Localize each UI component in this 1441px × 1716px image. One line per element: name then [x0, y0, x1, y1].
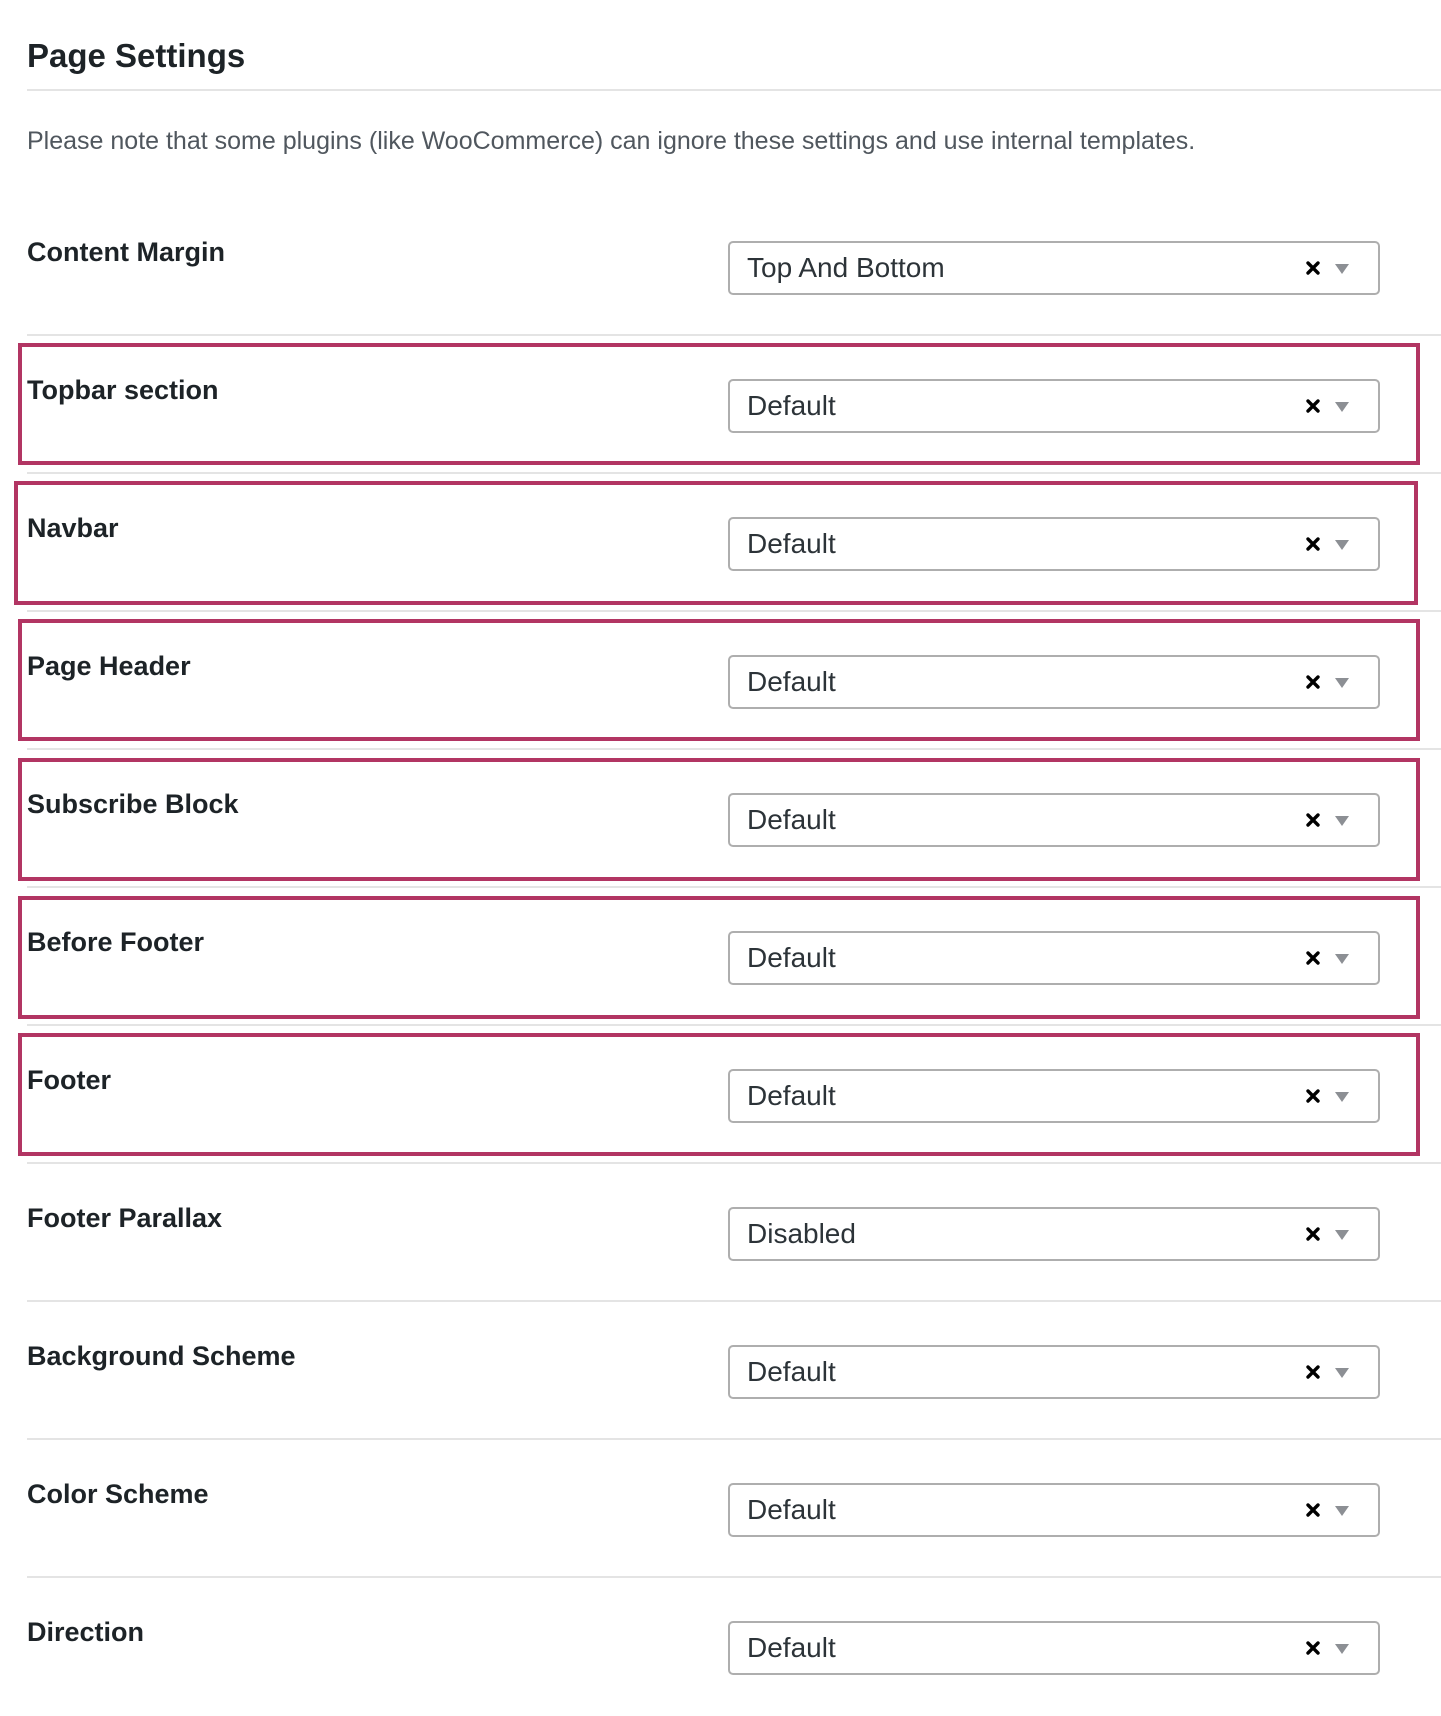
page-header-select[interactable] — [728, 655, 1380, 709]
topbar-section-select[interactable] — [728, 379, 1380, 433]
setting-label-topbar-section: Topbar section — [27, 375, 219, 405]
title-divider — [27, 89, 1441, 91]
caret-down-icon — [1334, 1505, 1350, 1517]
before-footer-select[interactable] — [728, 931, 1380, 985]
navbar-selected-value: Default — [747, 528, 836, 559]
setting-label-background-scheme: Background Scheme — [27, 1341, 296, 1371]
caret-down-icon — [1334, 677, 1350, 689]
background-scheme-selected-value: Default — [747, 1356, 836, 1387]
clear-selection-icon[interactable] — [1302, 1499, 1324, 1521]
clear-selection-icon[interactable] — [1302, 1085, 1324, 1107]
setting-row-page-header — [27, 612, 1441, 750]
before-footer-selected-value: Default — [747, 942, 836, 973]
setting-label-footer-parallax: Footer Parallax — [27, 1203, 223, 1233]
color-scheme-select[interactable] — [728, 1483, 1380, 1537]
setting-row-footer — [27, 1026, 1441, 1164]
clear-selection-icon[interactable] — [1302, 1223, 1324, 1245]
caret-down-icon — [1334, 401, 1350, 413]
caret-down-icon — [1334, 1643, 1350, 1655]
setting-label-page-header: Page Header — [27, 651, 191, 681]
subscribe-block-selected-value: Default — [747, 804, 836, 835]
setting-row-before-footer — [27, 888, 1441, 1026]
clear-selection-icon[interactable] — [1302, 533, 1324, 555]
caret-down-icon — [1334, 953, 1350, 965]
clear-selection-icon[interactable] — [1302, 257, 1324, 279]
setting-row-subscribe-block — [27, 750, 1441, 888]
setting-label-navbar: Navbar — [27, 513, 119, 543]
clear-selection-icon[interactable] — [1302, 1637, 1324, 1659]
setting-label-subscribe-block: Subscribe Block — [27, 789, 239, 819]
subscribe-block-select[interactable] — [728, 793, 1380, 847]
setting-label-footer: Footer — [27, 1065, 111, 1095]
setting-row-footer-parallax — [27, 1164, 1441, 1302]
setting-row-navbar — [27, 474, 1441, 612]
page-header-selected-value: Default — [747, 666, 836, 697]
footer-parallax-selected-value: Disabled — [747, 1218, 856, 1249]
setting-label-direction: Direction — [27, 1617, 145, 1647]
setting-label-color-scheme: Color Scheme — [27, 1479, 209, 1509]
clear-selection-icon[interactable] — [1302, 671, 1324, 693]
setting-row-background-scheme — [27, 1302, 1441, 1440]
setting-row-direction — [27, 1578, 1441, 1716]
footer-selected-value: Default — [747, 1080, 836, 1111]
clear-selection-icon[interactable] — [1302, 1361, 1324, 1383]
setting-row-content-margin — [27, 198, 1441, 336]
caret-down-icon — [1334, 539, 1350, 551]
topbar-section-selected-value: Default — [747, 390, 836, 421]
clear-selection-icon[interactable] — [1302, 809, 1324, 831]
clear-selection-icon[interactable] — [1302, 947, 1324, 969]
caret-down-icon — [1334, 1367, 1350, 1379]
color-scheme-selected-value: Default — [747, 1494, 836, 1525]
content-margin-select[interactable] — [728, 241, 1380, 295]
setting-row-color-scheme — [27, 1440, 1441, 1578]
caret-down-icon — [1334, 1091, 1350, 1103]
content-margin-selected-value: Top And Bottom — [747, 252, 945, 283]
footer-select[interactable] — [728, 1069, 1380, 1123]
caret-down-icon — [1334, 815, 1350, 827]
caret-down-icon — [1334, 263, 1350, 275]
background-scheme-select[interactable] — [728, 1345, 1380, 1399]
clear-selection-icon[interactable] — [1302, 395, 1324, 417]
page-title: Page Settings — [27, 37, 246, 74]
footer-parallax-select[interactable] — [728, 1207, 1380, 1261]
caret-down-icon — [1334, 1229, 1350, 1241]
setting-label-content-margin: Content Margin — [27, 237, 225, 267]
setting-label-before-footer: Before Footer — [27, 927, 205, 957]
navbar-select[interactable] — [728, 517, 1380, 571]
plugin-notice: Please note that some plugins (like WooCommerce) can ignore these settings and use internal templates. — [27, 127, 1196, 155]
setting-row-topbar-section — [27, 336, 1441, 474]
direction-selected-value: Default — [747, 1632, 836, 1663]
direction-select[interactable] — [728, 1621, 1380, 1675]
